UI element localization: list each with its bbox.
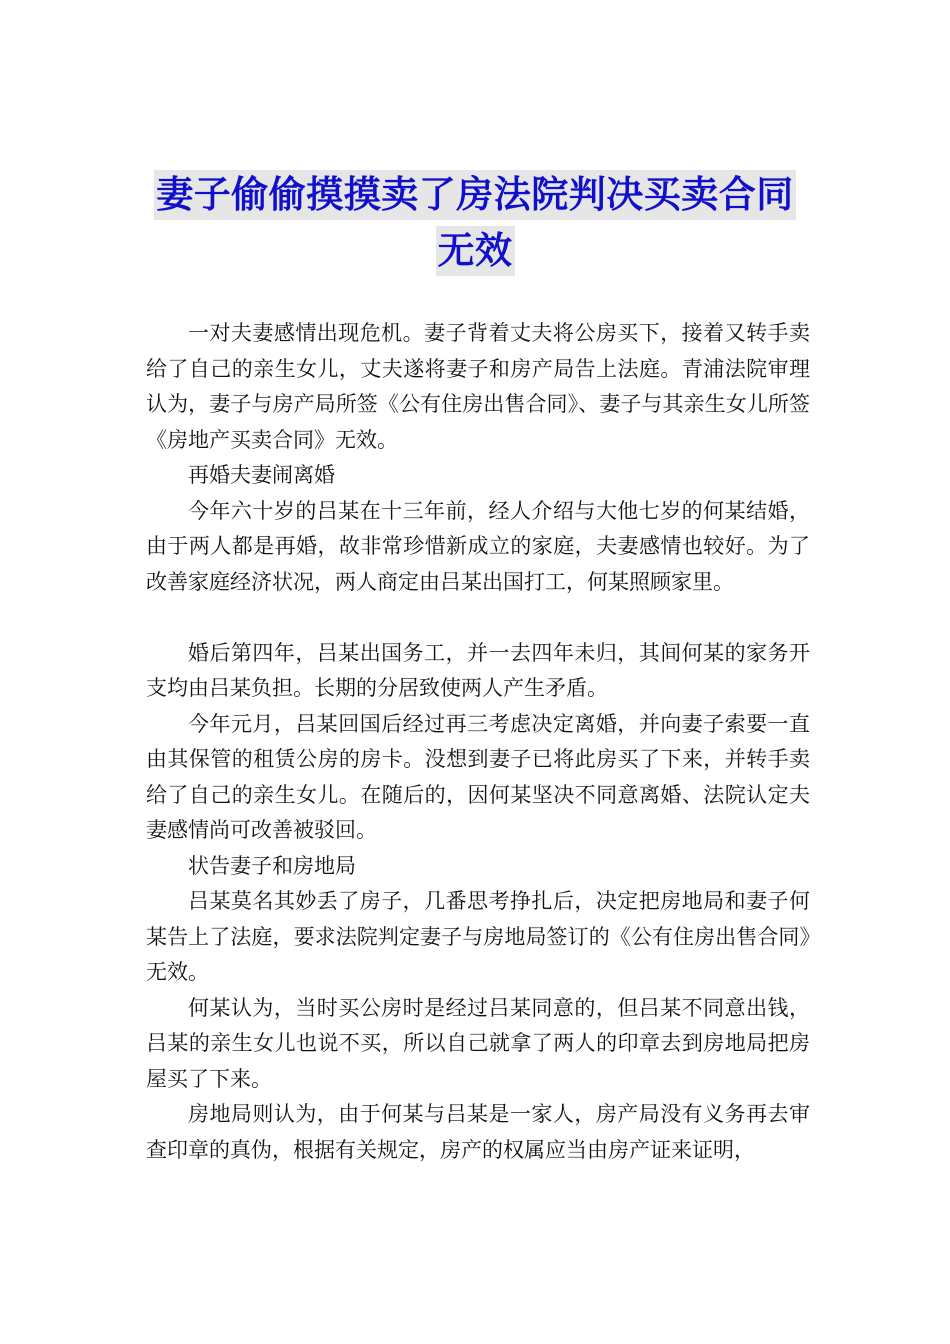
document-title [0,170,950,282]
paragraph: 今年六十岁的吕某在十三年前，经人介绍与大他七岁的何某结婚，由于两人都是再婚，故非常珍惜新成立的家庭，夫妻感情也较好。为了改善家庭经济状况，两人商定由吕某出国打工，何某照顾家里。 [146,498,810,594]
paragraph: 婚后第四年，吕某出国务工，并一去四年未归，其间何某的家务开支均由吕某负担。长期的分居致使两人产生矛盾。 [146,640,810,700]
title-line-1: 妻子偷偷摸摸卖了房法院判决买卖合同 [154,170,796,220]
paragraph: 何某认为，当时买公房时是经过吕某同意的，但吕某不同意出钱，吕某的亲生女儿也说不买，所以自己就拿了两人的印章去到房地局把房屋买了下来。 [146,995,810,1091]
section-heading-remarriage: 再婚夫妻闹离婚 [188,463,335,487]
title-row-1 [0,170,950,226]
section-heading-lawsuit: 状告妻子和房地局 [188,853,356,878]
title-line-2: 无效 [436,226,515,276]
paragraph: 吕某莫名其妙丢了房子，几番思考挣扎后，决定把房地局和妻子何某告上了法庭，要求法院判定妻子与房地局签订的《公有住房出售合同》无效。 [146,889,810,984]
paragraph: 房地局则认为，由于何某与吕某是一家人，房产局没有义务再去审查印章的真伪，根据有关规定，房产的权属应当由房产证来证明， [146,1102,810,1162]
document-body [146,316,810,1168]
blank-line [146,600,810,636]
paragraph: 今年元月，吕某回国后经过再三考虑决定离婚，并向妻子索要一直由其保管的租赁公房的房卡。没想到妻子已将此房买了下来，并转手卖给了自己的亲生女儿。在随后的，因何某坚决不同意离婚、法院认定夫妻感情尚可改善被驳回。 [146,711,810,842]
title-row-2 [0,226,950,282]
paragraph-intro: 一对夫妻感情出现危机。妻子背着丈夫将公房买下，接着又转手卖给了自己的亲生女儿，丈夫遂将妻子和房产局告上法庭。青浦法院审理认为，妻子与房产局所签《公有住房出售合同》、妻子与其亲生女儿所签《房地产买卖合同》无效。 [146,321,810,452]
